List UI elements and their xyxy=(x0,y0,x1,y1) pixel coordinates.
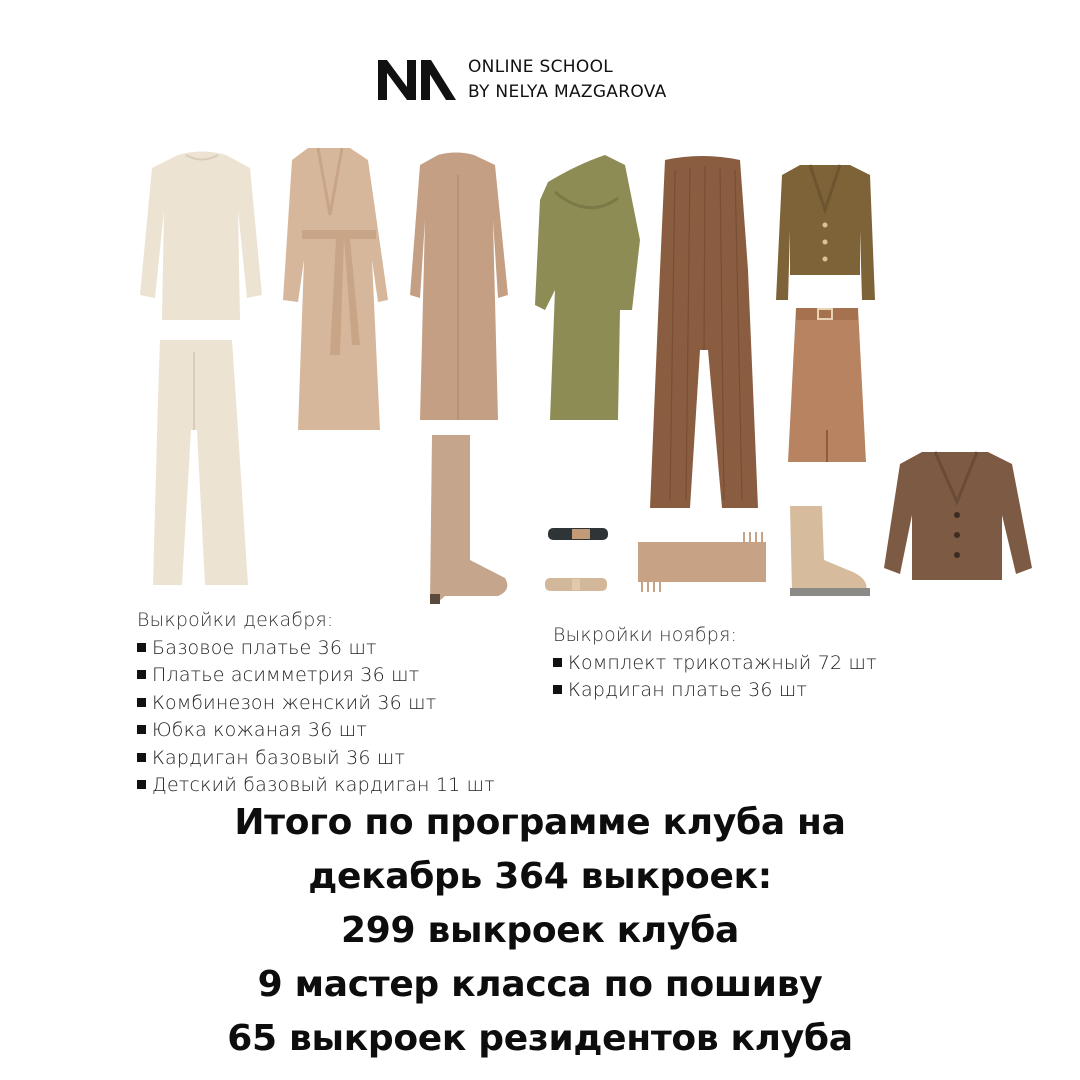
list-item-text: Платье асимметрия 36 шт xyxy=(152,664,420,686)
camel-dress-image xyxy=(410,153,508,421)
lace-up-boots-image xyxy=(790,506,870,596)
december-patterns-list xyxy=(137,607,495,800)
totals-line-2: декабрь 364 выкроек: xyxy=(308,856,772,897)
bullet-square-icon xyxy=(137,698,146,707)
list-item-text: Комбинезон женский 36 шт xyxy=(152,691,437,714)
list-item-text: Базовое платье 36 шт xyxy=(152,636,377,659)
november-heading: Выкройки ноября: xyxy=(553,624,738,646)
cream-trousers-image xyxy=(153,340,248,585)
garment-collage xyxy=(0,130,1080,610)
belts-image xyxy=(545,528,608,591)
totals-line-1: Итого по программе клуба на xyxy=(234,802,846,843)
camel-wrap-coat-image xyxy=(283,148,388,430)
list-item-text: Детский базовый кардиган 11 шт xyxy=(152,774,495,796)
olive-dress-image xyxy=(535,155,640,420)
logo-text xyxy=(468,55,667,105)
bullet-square-icon xyxy=(553,658,562,667)
list-item-text: Комплект трикотажный 72 шт xyxy=(568,651,877,674)
list-item-text: Кардиган платье 36 шт xyxy=(568,679,808,701)
december-heading: Выкройки декабря: xyxy=(137,609,334,631)
list-item-text: Юбка кожаная 36 шт xyxy=(152,719,367,741)
brown-jumpsuit-image xyxy=(650,156,758,508)
bullet-square-icon xyxy=(553,685,562,694)
list-item xyxy=(137,690,495,718)
list-item-text: Кардиган базовый 36 шт xyxy=(152,746,406,769)
leather-skirt-image xyxy=(788,308,866,462)
list-item xyxy=(137,635,495,663)
list-item xyxy=(137,745,495,773)
totals-summary xyxy=(0,796,1080,1066)
logo-line-2: BY NELYA MAZGAROVA xyxy=(468,82,667,102)
totals-line-3: 299 выкроек клуба xyxy=(341,910,739,951)
olive-brown-cardigan-image xyxy=(776,165,875,300)
bullet-square-icon xyxy=(137,780,146,789)
logo-line-1: ONLINE SCHOOL xyxy=(468,57,614,77)
camel-boot-image xyxy=(430,435,507,604)
nm-monogram-icon xyxy=(376,56,458,102)
cream-sweater-image xyxy=(140,152,262,321)
bullet-square-icon xyxy=(137,643,146,652)
kids-cardigan-image xyxy=(884,452,1032,580)
bullet-square-icon xyxy=(137,670,146,679)
list-item xyxy=(553,677,877,705)
list-item xyxy=(553,650,877,678)
list-item xyxy=(137,717,495,745)
bullet-square-icon xyxy=(137,753,146,762)
november-patterns-list xyxy=(553,622,877,705)
scarf-image xyxy=(638,532,766,592)
totals-line-4: 9 мастер класса по пошиву xyxy=(257,964,823,1005)
list-item xyxy=(137,662,495,690)
totals-line-5: 65 выкроек резидентов клуба xyxy=(227,1018,853,1059)
bullet-square-icon xyxy=(137,725,146,734)
